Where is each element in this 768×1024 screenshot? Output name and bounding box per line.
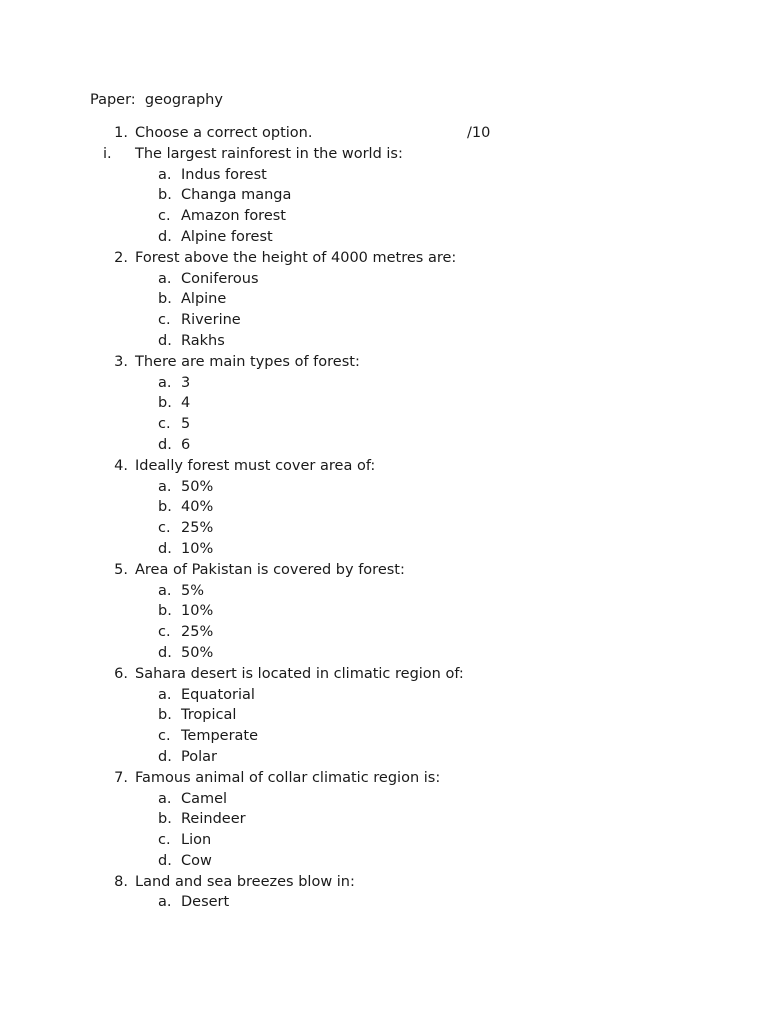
question-text: Forest above the height of 4000 metres are: [135,249,457,266]
option-text: Tropical [181,707,237,724]
question-item [0,872,768,893]
option-text: Changa manga [181,187,292,204]
question-number: 8. [114,873,128,890]
option-letter: b. [158,707,172,724]
option-item [0,185,768,206]
option-letter: c. [158,520,171,537]
option-letter: d. [158,644,172,661]
option-item [0,685,768,706]
section-heading [0,123,768,144]
option-text: 6 [181,436,191,453]
option-text: Desert [181,894,230,911]
option-text: 4 [181,395,191,412]
question-item [0,248,768,269]
option-text: 25% [181,624,214,641]
option-letter: b. [158,499,172,516]
option-text: Cow [181,852,212,869]
option-item [0,809,768,830]
option-item [0,643,768,664]
option-item [0,497,768,518]
option-item [0,310,768,331]
option-letter: b. [158,395,172,412]
question-item [0,352,768,373]
option-text: Amazon forest [181,208,286,225]
option-text: 10% [181,603,214,620]
question-number: 5. [114,561,128,578]
option-text: 5 [181,416,191,433]
option-letter: b. [158,603,172,620]
option-text: Alpine forest [181,228,273,245]
option-letter: d. [158,852,172,869]
option-text: 5% [181,582,205,599]
question-text: There are main types of forest: [135,353,360,370]
question-item [0,144,768,165]
option-item [0,705,768,726]
question-number: 3. [114,353,128,370]
option-letter: c. [158,624,171,641]
option-text: Alpine [181,291,227,308]
question-item [0,768,768,789]
option-letter: a. [158,790,172,807]
option-item [0,206,768,227]
question-text: Ideally forest must cover area of: [135,457,376,474]
question-text: Famous animal of collar climatic region is: [135,769,441,786]
section-marks: /10 [467,125,491,141]
option-text: 50% [181,478,214,495]
option-text: Temperate [181,728,259,745]
question-number: 7. [114,769,128,786]
option-item [0,518,768,539]
option-letter: c. [158,312,171,329]
question-text: Land and sea breezes blow in: [135,873,355,890]
question-number: i. [103,145,112,162]
option-item [0,289,768,310]
option-letter: c. [158,728,171,745]
option-text: Coniferous [181,270,259,287]
option-item [0,747,768,768]
option-item [0,789,768,810]
option-letter: a. [158,270,172,287]
paper-subject: geography [144,92,223,108]
paper-label: Paper: [90,92,136,108]
option-letter: a. [158,374,172,391]
option-letter: c. [158,416,171,433]
paper-header [90,92,223,108]
option-letter: b. [158,811,172,828]
option-letter: a. [158,582,172,599]
option-text: 3 [181,374,191,391]
section-instruction: Choose a correct option. [135,125,313,141]
question-text: Sahara desert is located in climatic region of: [135,665,464,682]
option-item [0,622,768,643]
option-item [0,269,768,290]
question-item [0,664,768,685]
option-item [0,851,768,872]
option-item [0,581,768,602]
option-letter: b. [158,187,172,204]
option-item [0,227,768,248]
option-text: 50% [181,644,214,661]
question-text: The largest rainforest in the world is: [135,145,403,162]
question-text: Area of Pakistan is covered by forest: [135,561,405,578]
option-text: Rakhs [181,332,225,349]
option-item [0,414,768,435]
option-letter: a. [158,894,172,911]
option-item [0,601,768,622]
question-item [0,456,768,477]
option-item [0,726,768,747]
option-letter: a. [158,166,172,183]
option-letter: a. [158,478,172,495]
option-item [0,435,768,456]
option-text: Polar [181,748,217,765]
option-text: Reindeer [181,811,246,828]
option-letter: a. [158,686,172,703]
option-letter: d. [158,332,172,349]
option-text: 25% [181,520,214,537]
section-number: 1. [114,125,128,141]
option-letter: d. [158,540,172,557]
option-item [0,892,768,913]
option-letter: c. [158,208,171,225]
question-number: 4. [114,457,128,474]
option-item [0,393,768,414]
option-text: Indus forest [181,166,267,183]
question-number: 2. [114,249,128,266]
option-text: Riverine [181,312,241,329]
option-text: Camel [181,790,228,807]
question-list [0,123,768,913]
option-text: 10% [181,540,214,557]
option-letter: d. [158,436,172,453]
option-item [0,373,768,394]
option-item [0,477,768,498]
option-item [0,830,768,851]
option-text: 40% [181,499,214,516]
option-letter: d. [158,228,172,245]
option-item [0,165,768,186]
option-item [0,539,768,560]
question-item [0,560,768,581]
question-number: 6. [114,665,128,682]
option-letter: b. [158,291,172,308]
option-text: Equatorial [181,686,255,703]
option-letter: c. [158,832,171,849]
option-text: Lion [181,832,212,849]
option-letter: d. [158,748,172,765]
option-item [0,331,768,352]
